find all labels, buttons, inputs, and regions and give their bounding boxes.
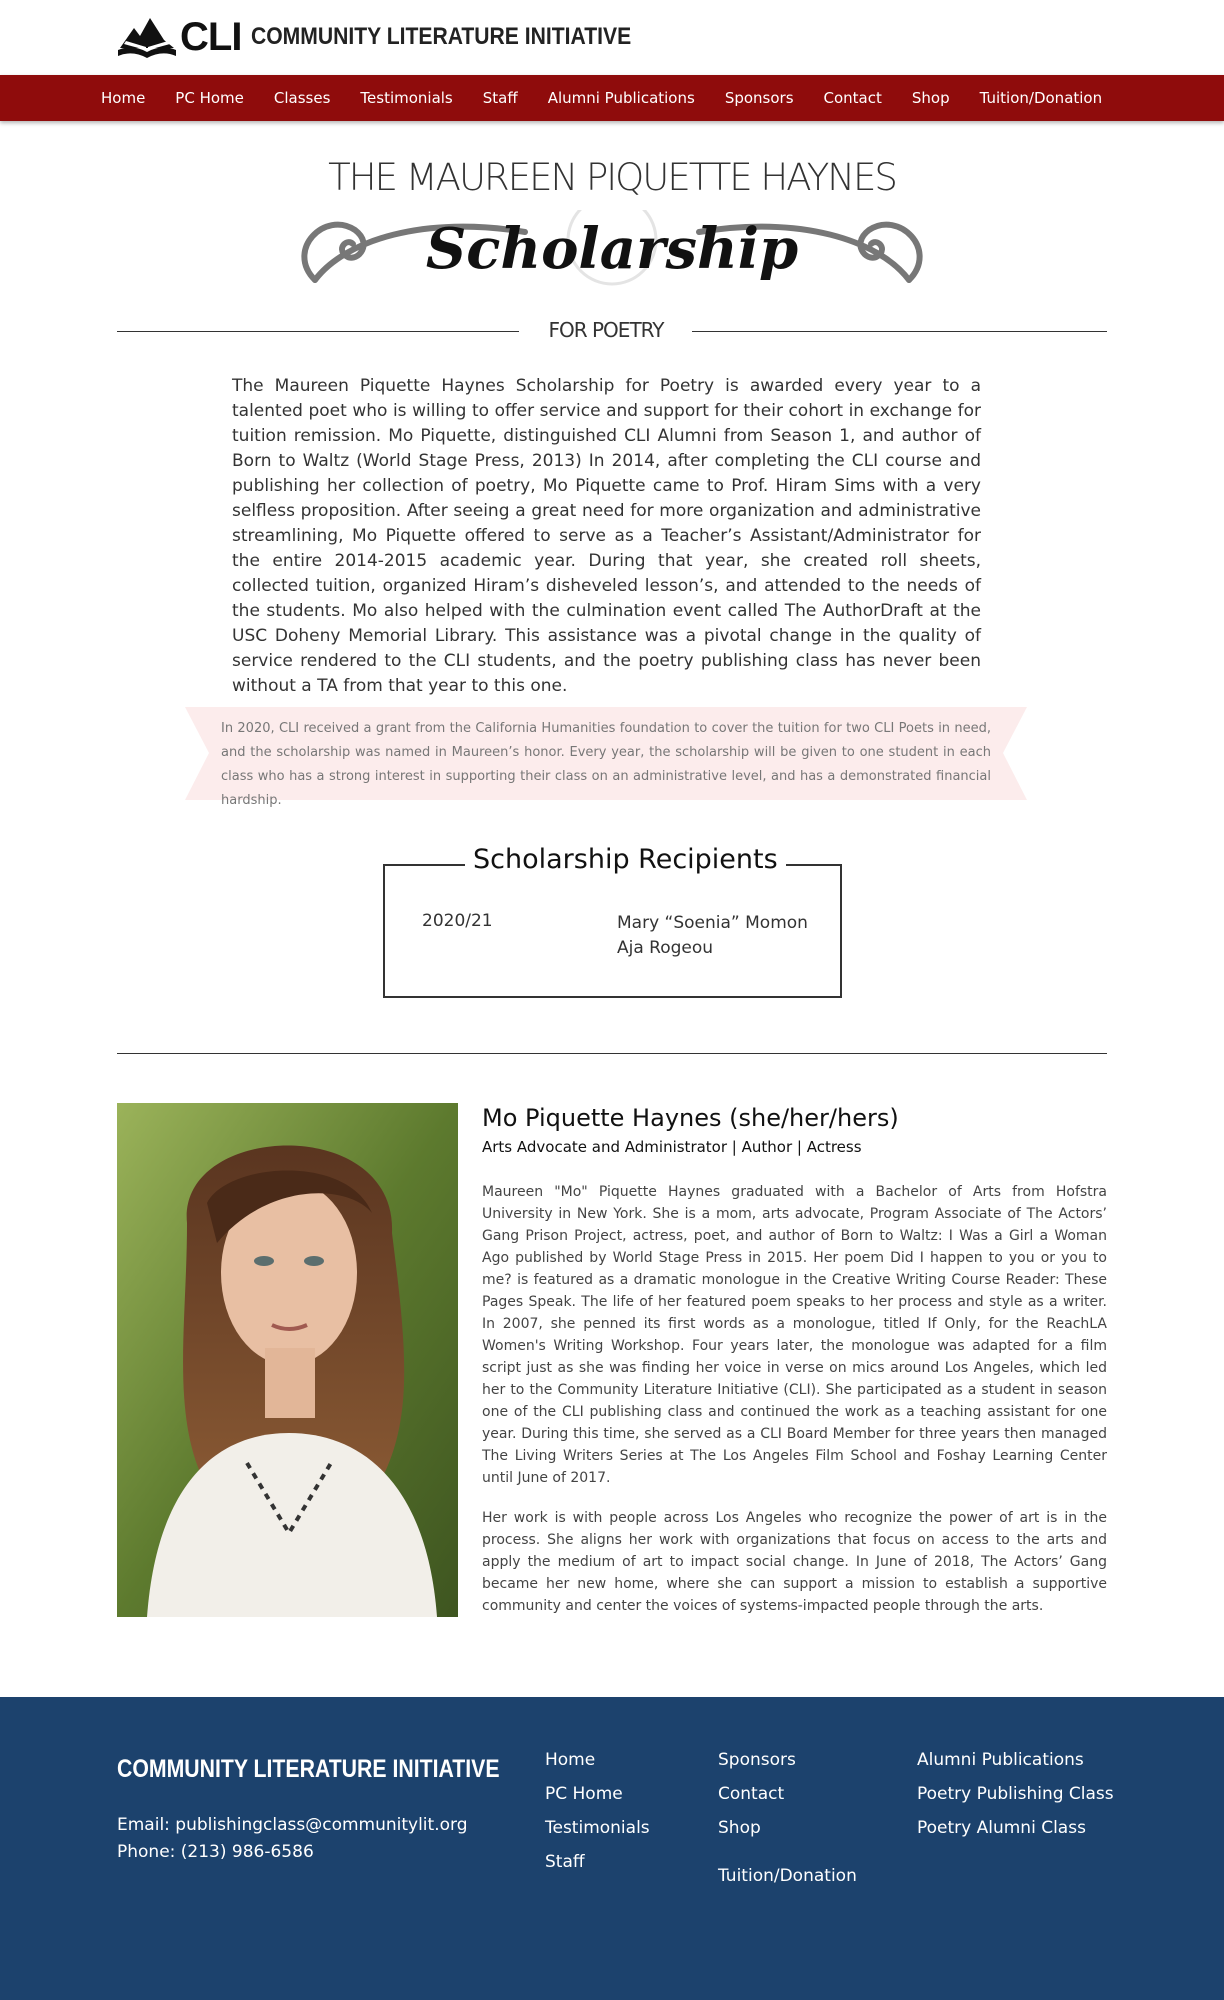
- title-rule-left: [117, 331, 519, 332]
- nav-pc-home[interactable]: PC Home: [175, 89, 244, 107]
- site-logo[interactable]: [116, 14, 683, 60]
- logo-site-name: COMMUNITY LITERATURE INITIATIVE: [251, 23, 632, 50]
- nav-shop[interactable]: Shop: [911, 89, 950, 107]
- footer-brand: COMMUNITY LITERATURE INITIATIVE: [117, 1755, 500, 1783]
- footer-link-home[interactable]: Home: [545, 1750, 596, 1770]
- footer-email[interactable]: Email: publishingclass@communitylit.org: [117, 1815, 468, 1835]
- title-main-script: Scholarship: [425, 216, 799, 282]
- footer-link-tuition-donation[interactable]: Tuition/Donation: [718, 1866, 857, 1886]
- footer-links-column-3: [917, 1749, 1114, 1851]
- nav-alumni-publications[interactable]: Alumni Publications: [547, 89, 695, 107]
- site-header: [0, 0, 1224, 75]
- portrait-photo: [117, 1103, 458, 1617]
- nav-sponsors[interactable]: Sponsors: [724, 89, 794, 107]
- recipient-year: 2020/21: [422, 911, 493, 931]
- recipients-heading: Scholarship Recipients: [465, 844, 786, 875]
- site-footer: [0, 1697, 1224, 2000]
- recipient-names: [617, 911, 808, 961]
- scholarship-description: The Maureen Piquette Haynes Scholarship for Poetry is awarded every year to a talented poet who is willing to offer service and support for their cohort in exchange for tuition remission. Mo Piquette, distinguished CLI Alumni from Season 1, and author of Born to Waltz (World Stage Press, 2013) In 2014, after completing the CLI course and publishing her collection of poetry, Mo Piquette came to Prof. Hiram Sims with a very selfless proposition. After seeing a great need for more organization and administrative streamlining, Mo Piquette offered to serve as a Teacher’s Assistant/Administrator for the entire 2014-2015 academic year. During that year, she created roll sheets, collected tuition, organized Hiram’s disheveled lesson’s, and attended to the needs of the students. Mo also helped with the culmination event called The AuthorDraft at the USC Doheny Memorial Library. This assistance was a pivotal change in the quality of service rendered to the CLI students, and the poetry publishing class has never been without a TA from that year to this one.: [232, 376, 981, 696]
- recipient-name: Aja Rogeou: [617, 938, 714, 958]
- footer-links-column-1: [545, 1749, 650, 1885]
- nav-staff[interactable]: Staff: [482, 89, 518, 107]
- title-top-line: THE MAUREEN PIQUETTE HAYNES: [328, 156, 896, 199]
- nav-home[interactable]: Home: [101, 89, 146, 107]
- footer-link-shop[interactable]: Shop: [718, 1818, 761, 1838]
- bio-name: Mo Piquette Haynes (she/her/hers): [482, 1104, 899, 1132]
- footer-link-contact[interactable]: Contact: [718, 1784, 785, 1804]
- nav-classes[interactable]: Classes: [273, 89, 331, 107]
- nav-contact[interactable]: Contact: [823, 89, 882, 107]
- nav-testimonials[interactable]: Testimonials: [360, 89, 453, 107]
- bio-role: Arts Advocate and Administrator | Author | Actress: [482, 1138, 862, 1156]
- bio-paragraph-1: Maureen "Mo" Piquette Haynes graduated with a Bachelor of Arts from Hofstra University in New York. She is a mom, arts advocate, Program Associate of The Actors’ Gang Prison Project, actress, poet, and author of Born to Waltz: I Was a Girl a Woman Ago published by World Stage Press in 2015. Her poem Did I happen to you or you to me? is featured as a dramatic monologue in the Creative Writing Course Reader: These Pages Speak. The life of her featured poem speaks to her process and style as a writer. In 2007, she penned its first words as a monologue, titled If Only, for the ReachLA Women's Writing Workshop. Four years later, the monologue was adapted for a film script just as she was finding her voice in verse on mics around Los Angeles, which led her to the Community Literature Initiative (CLI). She participated as a student in season one of the CLI publishing class and continued the work as a teaching assistant for one year. During this time, she served as a CLI Board Member for three years then managed The Living Writers Series at The Los Angeles Film School and Foshay Learning Center until June of 2017.: [482, 1184, 1107, 1486]
- footer-link-testimonials[interactable]: Testimonials: [545, 1818, 650, 1838]
- footer-contact: [117, 1812, 467, 1866]
- footer-link-sponsors[interactable]: Sponsors: [718, 1750, 796, 1770]
- open-book-mountain-icon: [116, 14, 178, 60]
- grant-ribbon: [185, 707, 1027, 808]
- logo-abbreviation: CLI: [180, 15, 242, 59]
- footer-link-poetry-alumni-class[interactable]: Poetry Alumni Class: [917, 1818, 1086, 1838]
- footer-phone[interactable]: Phone: (213) 986-6586: [117, 1842, 314, 1862]
- nav-tuition-donation[interactable]: Tuition/Donation: [979, 89, 1103, 107]
- recipient-name: Mary “Soenia” Momon: [617, 913, 808, 933]
- title-rule-right: [692, 331, 1107, 332]
- footer-link-alumni-publications[interactable]: Alumni Publications: [917, 1750, 1084, 1770]
- footer-links-column-2: [718, 1749, 857, 1899]
- scholarship-title-graphic: [0, 150, 1224, 350]
- footer-link-pc-home[interactable]: PC Home: [545, 1784, 623, 1804]
- footer-link-staff[interactable]: Staff: [545, 1852, 585, 1872]
- footer-link-poetry-publishing-class[interactable]: Poetry Publishing Class: [917, 1784, 1114, 1804]
- grant-ribbon-text: In 2020, CLI received a grant from the California Humanities foundation to cover the tuition for two CLI Poets in need, and the scholarship was named in Maureen’s honor. Every year, the scholarship will be given to one student in each class who has a strong interest in supporting their class on an administrative level, and has a demonstrated financial hardship.: [221, 721, 991, 808]
- main-navigation: [0, 75, 1224, 121]
- section-divider: [117, 1053, 1107, 1054]
- title-subtitle: FOR POETRY: [548, 318, 664, 342]
- bio-paragraph-2: Her work is with people across Los Angeles who recognize the power of art is in the process. She aligns her work with organizations that focus on access to the arts and apply the medium of art to impact social change. In June of 2018, The Actors’ Gang became her new home, where she can support a mission to establish a supportive community and center the voices of systems-impacted people through the arts.: [482, 1510, 1107, 1614]
- recipients-box: [383, 844, 842, 998]
